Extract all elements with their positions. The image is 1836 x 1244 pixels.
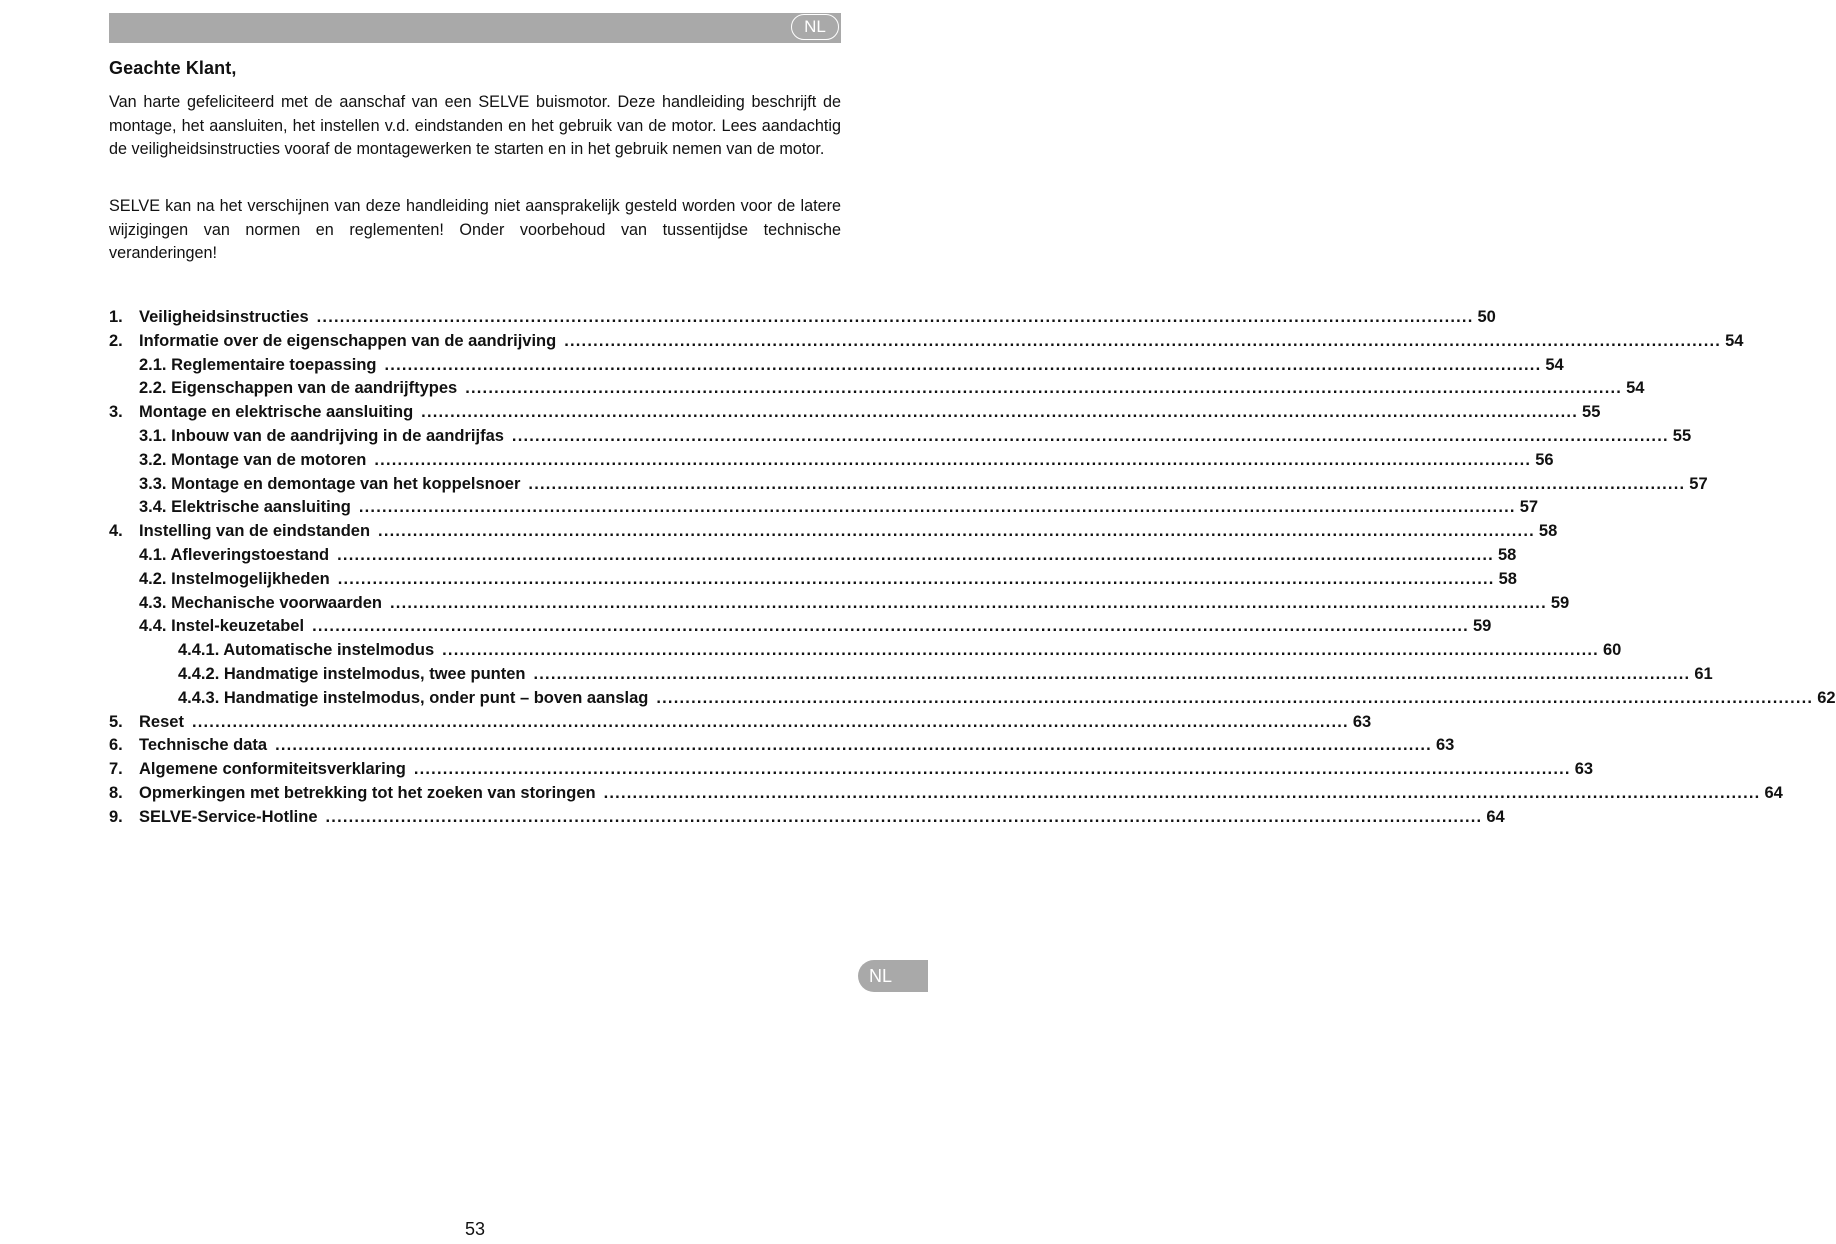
toc-entry-page: 58 xyxy=(1538,522,1558,541)
toc-entry-title: Reset xyxy=(139,712,184,731)
toc-entry-page: 61 xyxy=(1694,664,1713,683)
toc-entry-number: 2. xyxy=(109,331,123,350)
toc-entry-number: 6. xyxy=(109,736,123,755)
toc-entry-title: 3.2. Montage van de motoren xyxy=(139,450,367,469)
toc-entry xyxy=(109,664,1713,689)
language-badge: NL xyxy=(791,14,839,40)
toc-entry-title: Opmerkingen met betrekking tot het zoeken van storingen xyxy=(139,783,596,802)
toc-entry-page: 54 xyxy=(1545,355,1564,374)
toc-dot-leader: ........................................................................................................................................................................................................ xyxy=(312,617,1469,636)
toc-entry xyxy=(109,783,1783,808)
toc-entry xyxy=(109,331,1744,356)
toc-entry-title: 3.3. Montage en demontage van het koppelsnoer xyxy=(139,474,521,493)
toc-entry-title: 4.1. Afleveringstoestand xyxy=(139,545,330,564)
toc-entry-title: 4.2. Instelmogelijkheden xyxy=(139,569,330,588)
toc-entry-page: 63 xyxy=(1574,760,1594,779)
toc-dot-leader: ........................................................................................................................................................................................................ xyxy=(337,569,1495,588)
toc-dot-leader: ........................................................................................................................................................................................................ xyxy=(564,331,1722,350)
toc-entry-page: 54 xyxy=(1725,331,1744,350)
toc-entry-number: 1. xyxy=(109,308,123,326)
toc-entry-title: Technische data xyxy=(139,736,268,755)
toc-entry-page: 50 xyxy=(1477,308,1496,326)
toc-entry xyxy=(109,474,1708,499)
toc-entry xyxy=(109,545,1517,570)
toc-entry-page: 57 xyxy=(1519,498,1539,517)
toc-dot-leader: ........................................................................................................................................................................................................ xyxy=(465,379,1623,398)
toc-entry-page: 55 xyxy=(1672,426,1692,445)
toc-dot-leader: ........................................................................................................................................................................................................ xyxy=(413,760,1571,779)
toc-entry xyxy=(109,760,1594,784)
toc-entry-number: 7. xyxy=(109,760,123,779)
toc-entry xyxy=(109,426,1692,451)
toc-entry-number: 9. xyxy=(109,807,123,826)
toc-entry xyxy=(109,807,1505,832)
toc-dot-leader: ........................................................................................................................................................................................................ xyxy=(358,498,1516,517)
toc-dot-leader: ........................................................................................................................................................................................................ xyxy=(337,545,1494,564)
toc-entry-page: 64 xyxy=(1764,783,1783,802)
toc-dot-leader: ........................................................................................................................................................................................................ xyxy=(442,641,1599,660)
toc-entry-page: 63 xyxy=(1435,736,1455,755)
toc-dot-leader: ........................................................................................................................................................................................................ xyxy=(390,593,1547,612)
toc-entry-title: Instelling van de eindstanden xyxy=(139,522,371,541)
toc-entry xyxy=(109,593,1570,618)
toc-entry-title: Algemene conformiteitsverklaring xyxy=(139,760,406,779)
toc-entry xyxy=(109,617,1492,641)
toc-entry-title: Veiligheidsinstructies xyxy=(139,308,309,326)
toc-dot-leader: ........................................................................................................................................................................................................ xyxy=(316,308,1474,326)
toc-entry-number: 4. xyxy=(109,522,123,541)
toc-dot-leader: ........................................................................................................................................................................................................ xyxy=(378,522,1535,541)
toc-dot-leader: ........................................................................................................................................................................................................ xyxy=(511,426,1669,445)
intro-paragraph-2: SELVE kan na het verschijnen van deze handleiding niet aansprakelijk gesteld worden voor de latere wijzigingen van normen en reglementen! Onder voorbehoud van tussentijdse technische veranderingen! xyxy=(109,197,841,262)
toc-entry-page: 55 xyxy=(1582,403,1601,422)
toc-entry-page: 58 xyxy=(1498,569,1517,588)
header-bar xyxy=(109,13,841,43)
toc-entry xyxy=(109,688,1836,713)
toc-dot-leader: ........................................................................................................................................................................................................ xyxy=(421,403,1579,422)
toc-entry xyxy=(109,308,1496,332)
toc-entry-page: 63 xyxy=(1352,712,1372,731)
language-side-tab: NL xyxy=(858,960,928,992)
toc-entry-page: 64 xyxy=(1486,807,1505,826)
toc-entry-page: 59 xyxy=(1472,617,1492,636)
toc-entry-title: 2.1. Reglementaire toepassing xyxy=(139,355,377,374)
toc-entry-title: 3.1. Inbouw van de aandrijving in de aandrijfas xyxy=(139,426,504,445)
toc-entry xyxy=(109,450,1554,475)
toc-dot-leader: ........................................................................................................................................................................................................ xyxy=(384,355,1542,374)
toc-dot-leader: ........................................................................................................................................................................................................ xyxy=(603,783,1761,802)
table-of-contents xyxy=(109,308,1836,832)
toc-dot-leader: ........................................................................................................................................................................................................ xyxy=(325,807,1483,826)
toc-entry xyxy=(109,355,1564,380)
toc-entry-title: 4.4. Instel-keuzetabel xyxy=(139,617,305,636)
toc-entry xyxy=(109,498,1539,522)
toc-dot-leader: ........................................................................................................................................................................................................ xyxy=(533,664,1691,683)
toc-entry xyxy=(109,736,1455,760)
intro-paragraph-1: Van harte gefeliciteerd met de aanschaf van een SELVE buismotor. Deze handleiding beschrijft de montage, het aansluiten, het instellen v.d. eindstanden en het gebruik van de motor. Lees aandachtig de veiligheidsinstructies vooraf de montagewerken te starten en in het gebruik nemen van de motor. xyxy=(109,93,841,158)
toc-entry xyxy=(109,522,1558,546)
toc-entry xyxy=(109,569,1517,594)
toc-dot-leader: ........................................................................................................................................................................................................ xyxy=(374,450,1532,469)
toc-entry-title: 2.2. Eigenschappen van de aandrijftypes xyxy=(139,379,458,398)
toc-entry-title: Informatie over de eigenschappen van de aandrijving xyxy=(139,331,557,350)
greeting-heading: Geachte Klant, xyxy=(109,58,237,78)
toc-entry-title: Montage en elektrische aansluiting xyxy=(139,403,414,422)
toc-entry-page: 54 xyxy=(1626,379,1645,398)
toc-entry-page: 60 xyxy=(1602,641,1622,660)
toc-entry-page: 56 xyxy=(1535,450,1554,469)
toc-entry xyxy=(109,403,1601,427)
toc-entry xyxy=(109,712,1372,737)
toc-entry-title: 3.4. Elektrische aansluiting xyxy=(139,498,351,517)
toc-entry-page: 58 xyxy=(1497,545,1517,564)
toc-dot-leader: ........................................................................................................................................................................................................ xyxy=(528,474,1686,493)
toc-dot-leader: ........................................................................................................................................................................................................ xyxy=(656,688,1814,707)
page-number: 53 xyxy=(464,1219,486,1239)
toc-entry xyxy=(109,379,1645,403)
toc-entry-page: 59 xyxy=(1550,593,1570,612)
toc-entry-page: 62 xyxy=(1817,688,1836,707)
toc-entry-title: 4.4.2. Handmatige instelmodus, twee punten xyxy=(178,664,526,683)
toc-dot-leader: ........................................................................................................................................................................................................ xyxy=(191,712,1349,731)
toc-entry-number: 5. xyxy=(109,712,123,731)
toc-dot-leader: ........................................................................................................................................................................................................ xyxy=(275,736,1432,755)
toc-entry-title: SELVE-Service-Hotline xyxy=(139,807,318,826)
toc-entry-title: 4.4.1. Automatische instelmodus xyxy=(178,641,435,660)
toc-entry-number: 3. xyxy=(109,403,123,422)
toc-entry xyxy=(109,641,1622,665)
toc-entry-number: 8. xyxy=(109,783,123,802)
toc-entry-title: 4.3. Mechanische voorwaarden xyxy=(139,593,383,612)
toc-entry-page: 57 xyxy=(1689,474,1708,493)
toc-entry-title: 4.4.3. Handmatige instelmodus, onder punt – boven aanslag xyxy=(178,688,649,707)
